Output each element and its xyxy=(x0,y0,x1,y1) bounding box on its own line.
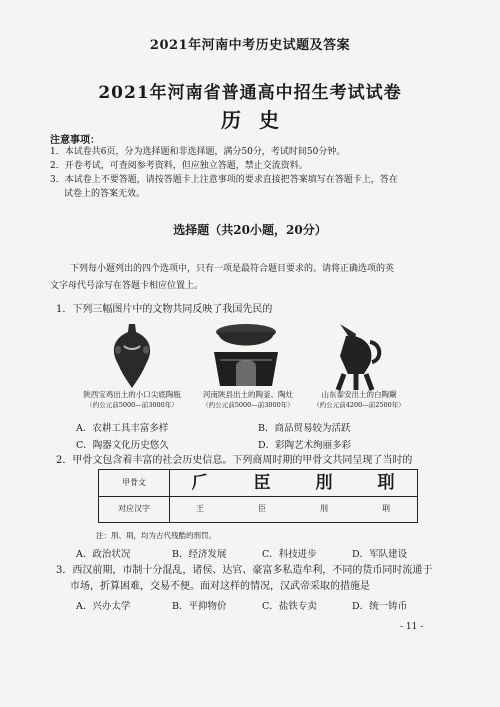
white-pottery-gui-image xyxy=(326,320,386,392)
artifact-1-date: （约公元前5000—前3000年） xyxy=(86,401,178,409)
q2-option-d: D．军队建设 xyxy=(352,549,408,560)
question-3-stem xyxy=(56,563,466,595)
pointed-bottom-vase-image xyxy=(102,320,162,390)
modern-char-2: 臣 xyxy=(258,504,266,513)
q1-option-c: C．陶器文化历史悠久 xyxy=(76,440,169,451)
q1-artifact-images xyxy=(64,320,434,415)
table-row1-label: 甲骨文 xyxy=(122,478,146,487)
q3-option-a: A．兴办太学 xyxy=(76,601,131,612)
artifact-2-name: 河南陕县出土的陶釜、陶灶 xyxy=(203,390,293,399)
artifact-3-name: 山东泰安出土的白陶鬶 xyxy=(321,390,397,399)
modern-char-3: 刖 xyxy=(320,504,328,513)
oracle-glyph-1: 𠂆 xyxy=(191,473,209,493)
artifact-caption-1 xyxy=(67,390,197,410)
oracle-glyph-3: 刖 xyxy=(315,473,333,493)
notice-item-3 xyxy=(50,173,460,201)
notice-item-1: 1．本试卷共6页，分为选择题和非选择题，满分50分，考试时间50分钟。 xyxy=(50,147,346,157)
oracle-glyph-2: 臣 xyxy=(253,473,271,493)
q3-line-2: 市场，折算困难，交易不便。面对这样的情况，汉武帝采取的措施是 xyxy=(70,581,370,592)
section-intro xyxy=(50,261,465,295)
document-title: 2021年河南中考历史试题及答案 xyxy=(149,38,351,53)
subject-title: 历史 xyxy=(221,108,297,132)
table-row-chars xyxy=(99,496,417,522)
intro-line-1: 下列每小题列出的四个选项中，只有一项是最符合题目要求的。请将正确选项的英 xyxy=(70,264,395,274)
notice-heading: 注意事项： xyxy=(50,135,100,146)
q2-option-c: C．科技进步 xyxy=(262,549,317,560)
artifact-3-date: （约公元前4200—前2500年） xyxy=(313,401,405,409)
modern-char-1: 王 xyxy=(196,504,204,513)
page-number: - 11 - xyxy=(400,622,424,632)
q1-option-d: D．彩陶艺术绚丽多彩 xyxy=(258,440,352,451)
artifact-caption-3 xyxy=(294,390,424,410)
oracle-bone-table xyxy=(98,469,418,523)
notice-item-2: 2．开卷考试，可查阅参考资料，但应独立答题，禁止交流资料。 xyxy=(50,161,308,171)
artifact-2-date: （约公元前5000—前3000年） xyxy=(202,401,294,409)
section-title: 选择题（共20小题，20分） xyxy=(173,223,327,237)
q3-option-d: D．统一铸币 xyxy=(352,601,408,612)
intro-line-2: 文字母代号涂写在答题卡相应位置上。 xyxy=(50,281,204,291)
q2-note: 注：刖、刵，均为古代残酷的刑罚。 xyxy=(96,531,216,540)
question-1-stem: 1．下列三幅图片中的文物共同反映了我国先民的 xyxy=(56,304,273,315)
q3-option-b: B．平抑物价 xyxy=(172,601,227,612)
q1-option-a: A．农耕工具丰富多样 xyxy=(76,423,169,434)
artifact-1-name: 陕西宝鸡出土的小口尖底陶瓶 xyxy=(83,390,181,399)
q2-option-b: B．经济发展 xyxy=(172,549,227,560)
q2-option-a: A．政治状况 xyxy=(76,549,131,560)
notice-item-3-line2: 试卷上的答案无效。 xyxy=(64,189,146,199)
q3-line-1: 3．西汉前期，市制十分混乱，诸侯、达官、豪富多私造牟利，不同的货币同时流通于 xyxy=(56,565,433,576)
table-row-oracle xyxy=(99,470,417,497)
notice-item-3-line1: 3．本试卷上不要答题，请按答题卡上注意事项的要求直接把答案填写在答题卡上，答在 xyxy=(50,175,398,185)
table-row2-label: 对应汉字 xyxy=(118,504,150,513)
oracle-glyph-4: 刵 xyxy=(377,473,395,493)
exam-title: 2021年河南省普通高中招生考试试卷 xyxy=(98,83,402,103)
q1-option-b: B．商品贸易较为活跃 xyxy=(258,423,351,434)
question-2-stem: 2．甲骨文包含着丰富的社会历史信息。下列商周时期的甲骨文共同呈现了当时的 xyxy=(56,455,413,466)
pottery-pot-and-stove-image xyxy=(206,320,286,392)
table-divider xyxy=(169,470,170,522)
modern-char-4: 刵 xyxy=(382,504,390,513)
q3-option-c: C．盐铁专卖 xyxy=(262,601,317,612)
